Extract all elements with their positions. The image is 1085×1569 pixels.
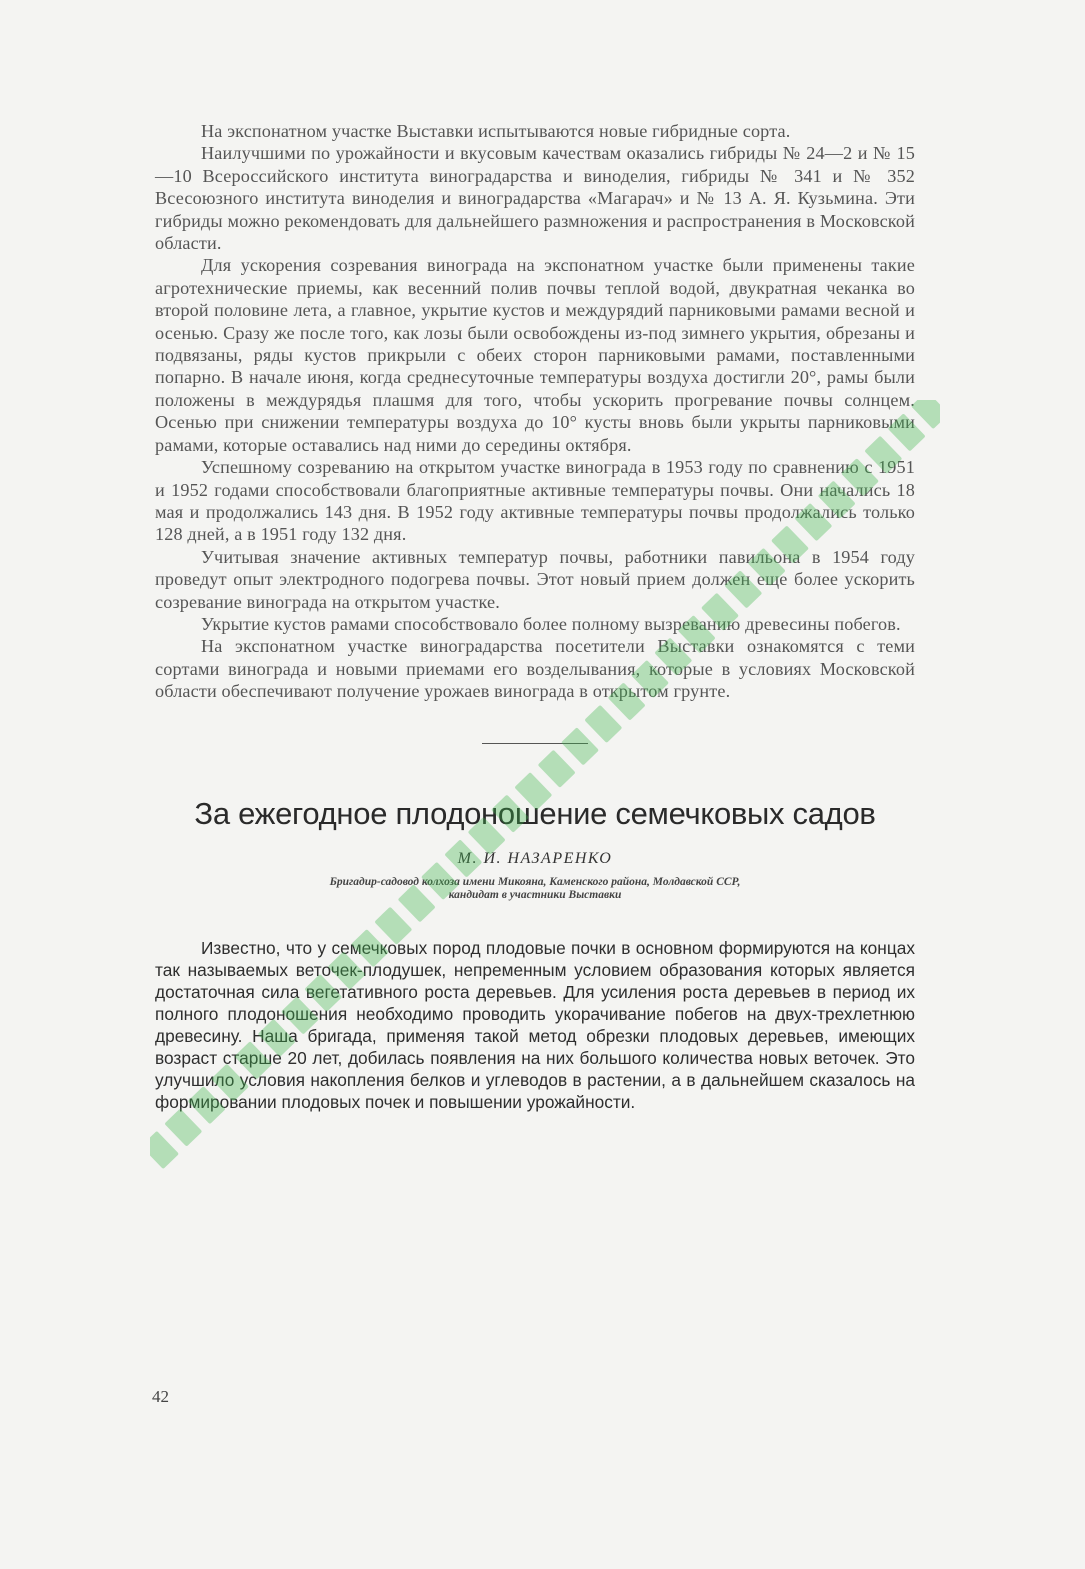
article-title: За ежегодное плодоношение семечковых садов bbox=[194, 795, 876, 831]
paragraph: На экспонатном участке Выставки испытываются новые гибридные сорта. bbox=[201, 121, 791, 141]
watermark-block bbox=[164, 1108, 202, 1146]
paragraph: Для ускорения созревания винограда на экспонатном участке были применены такие агротехнические приемы, как весенний полив почвы теплой водой, двукратная чеканка во второй половине лета, а главное, укрытие кустов и междурядий парниковыми рамами весной и осенью. Сразу же после того, как лозы были освобождены из-под зимнего укрытия, обрезаны и подвязаны, ряды кустов прикрыли с обеих сторон парниковыми рамами, поставленными попарно. В начале июня, когда среднесуточные температуры воздуха достигли 20°, рамы были положены в междурядья плашмя для того, чтобы ускорить прогревание почвы солнцем. Осенью при снижении температуры воздуха до 10° кусты вновь были укрыты парниковыми рамами, которые оставались над ними до середины октября. bbox=[155, 255, 915, 455]
paragraph: Наилучшими по урожайности и вкусовым качествам оказались гибриды № 24—2 и № 15—10 Всероссийского института виноградарства и виноделия, гибриды № 341 и № 352 Всесоюзного института виноделия и виноградарства «Магарач» и № 13 А. Я. Кузьмина. Эти гибриды можно рекомендовать для дальнейшего размножения и распространения в Московской области. bbox=[155, 143, 915, 254]
paragraph: Известно, что у семечковых пород плодовые почки в основном формируются на концах так называемых веточек-плодушек, непременным условием образования которых является достаточная сила вегетативного роста деревьев. Для усиления роста деревьев в период их полного плодоношения необходимо проводить укорачивание побегов на двух-трехлетнюю древесину. Наша бригада, применяя такой метод обрезки плодовых деревьев, имеющих возраст старше 20 лет, добилась появления на них большого количества новых веточек. Это улучшило условия накопления белков и углеводов в растении, а в дальнейшем сказалось на формировании плодовых почек и повышении урожайности. bbox=[155, 937, 915, 1113]
paragraph: На экспонатном участке виноградарства посетители Выставки ознакомятся с теми сортами винограда и новыми приемами его возделывания, которые в условиях Московской области обеспечивают получение урожаев винограда в открытом грунте. bbox=[155, 636, 915, 702]
author-affiliation bbox=[155, 876, 915, 902]
page-content bbox=[155, 120, 915, 1113]
page-number: 42 bbox=[152, 1387, 169, 1406]
watermark-block bbox=[911, 400, 940, 429]
article-orchards bbox=[155, 937, 915, 1114]
affiliation-line: кандидат в участники Выставки bbox=[448, 888, 622, 901]
affiliation-line: Бригадир-садовод колхоза имени Микояна, Каменского района, Молдавской ССР, bbox=[329, 875, 741, 888]
section-divider bbox=[482, 743, 588, 744]
paragraph: Успешному созреванию на открытом участке винограда в 1953 году по сравнению с 1951 и 1952 годами способствовали благоприятные активные температуры почвы. Они начались 18 мая и продолжались 143 дня. В 1952 году активные температуры почвы продолжались только 128 дней, а в 1951 году 132 дня. bbox=[155, 457, 915, 545]
article-viticulture bbox=[155, 120, 915, 703]
watermark-block bbox=[150, 1131, 179, 1169]
paragraph: Учитывая значение активных температур почвы, работники павильона в 1954 году проведут опыт электродного подогрева почвы. Этот новый прием должен еще более ускорить созревание винограда на открытом участке. bbox=[155, 546, 915, 612]
paragraph: Укрытие кустов рамами способствовало более полному вызреванию древесины побегов. bbox=[201, 613, 901, 634]
article-author: М. И. НАЗАРЕНКО bbox=[457, 849, 613, 867]
